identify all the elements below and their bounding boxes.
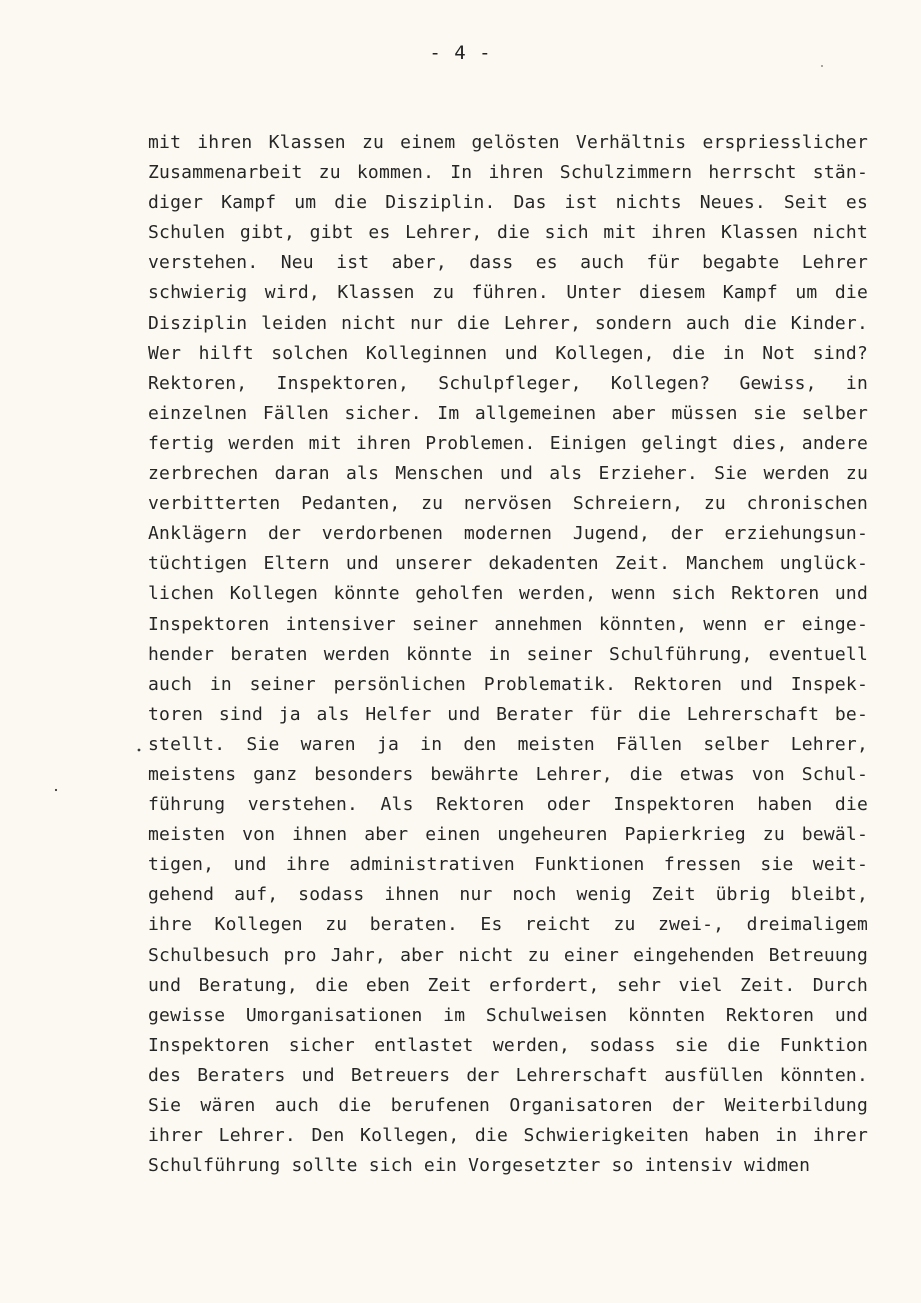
text-line: Sie wären auch die berufenen Organisatoren der Weiterbildung (148, 1095, 868, 1116)
text-line: toren sind ja als Helfer und Berater für die Lehrerschaft be- (148, 703, 868, 725)
text-line: ihre Kollegen zu beraten. Es reicht zu zwei-, dreimaligem (148, 914, 868, 936)
ink-speck (55, 789, 57, 791)
text-line: diger Kampf um die Disziplin. Das ist nichts Neues. Seit es (148, 192, 868, 214)
ink-speck (138, 749, 141, 752)
page-number: - 4 - (429, 42, 492, 64)
text-line: Schulbesuch pro Jahr, aber nicht zu einer eingehenden Betreuung (148, 944, 868, 966)
text-line: hender beraten werden könnte in seiner Schulführung, eventuell (148, 643, 868, 665)
text-line: meistens ganz besonders bewährte Lehrer, die etwas von Schul- (148, 763, 868, 785)
text-line: schwierig wird, Klassen zu führen. Unter diesem Kampf um die (148, 282, 868, 304)
text-line: verstehen. Neu ist aber, dass es auch für begabte Lehrer (148, 252, 868, 274)
text-line: einzelnen Fällen sicher. Im allgemeinen aber müssen sie selber (148, 402, 868, 424)
text-line: Wer hilft solchen Kolleginnen und Kollegen, die in Not sind? (148, 342, 868, 364)
text-line: Zusammenarbeit zu kommen. In ihren Schulzimmern herrscht stän- (148, 162, 868, 184)
text-line: meisten von ihnen aber einen ungeheuren Papierkrieg zu bewäl- (148, 824, 868, 846)
text-line: Inspektoren sicher entlastet werden, sodass sie die Funktion (148, 1034, 868, 1056)
text-line: Schulen gibt, gibt es Lehrer, die sich mit ihren Klassen nicht (148, 222, 868, 244)
text-line: tigen, und ihre administrativen Funktionen fressen sie weit- (148, 854, 868, 876)
text-line: lichen Kollegen könnte geholfen werden, wenn sich Rektoren und (148, 583, 868, 605)
text-line: mit ihren Klassen zu einem gelösten Verhältnis erspriesslicher (148, 132, 868, 153)
text-line: und Beratung, die eben Zeit erfordert, sehr viel Zeit. Durch (148, 974, 868, 996)
text-line: stellt. Sie waren ja in den meisten Fällen selber Lehrer, (148, 733, 868, 755)
text-line: verbitterten Pedanten, zu nervösen Schreiern, zu chronischen (148, 493, 868, 515)
text-line: gewisse Umorganisationen im Schulweisen könnten Rektoren und (148, 1004, 868, 1026)
ink-speck (821, 65, 823, 67)
text-line: ihrer Lehrer. Den Kollegen, die Schwierigkeiten haben in ihrer (148, 1125, 868, 1147)
text-line: Schulführung sollte sich ein Vorgesetzter so intensiv widmen (148, 1155, 811, 1177)
text-line: fertig werden mit ihren Problemen. Einigen gelingt dies, andere (148, 432, 868, 454)
text-line: auch in seiner persönlichen Problematik. Rektoren und Inspek- (148, 673, 868, 695)
text-line: zerbrechen daran als Menschen und als Erzieher. Sie werden zu (148, 463, 868, 485)
text-line: tüchtigen Eltern und unserer dekadenten Zeit. Manchem unglück- (148, 553, 868, 575)
text-line: Disziplin leiden nicht nur die Lehrer, sondern auch die Kinder. (148, 312, 868, 334)
text-line: gehend auf, sodass ihnen nur noch wenig Zeit übrig bleibt, (148, 884, 868, 906)
text-line: des Beraters und Betreuers der Lehrerschaft ausfüllen könnten. (148, 1064, 868, 1086)
text-line: Rektoren, Inspektoren, Schulpfleger, Kollegen? Gewiss, in (148, 372, 868, 394)
text-line: führung verstehen. Als Rektoren oder Inspektoren haben die (148, 794, 868, 816)
text-line: Anklägern der verdorbenen modernen Jugend, der erziehungsun- (148, 523, 868, 545)
text-line: Inspektoren intensiver seiner annehmen könnten, wenn er einge- (148, 613, 868, 635)
